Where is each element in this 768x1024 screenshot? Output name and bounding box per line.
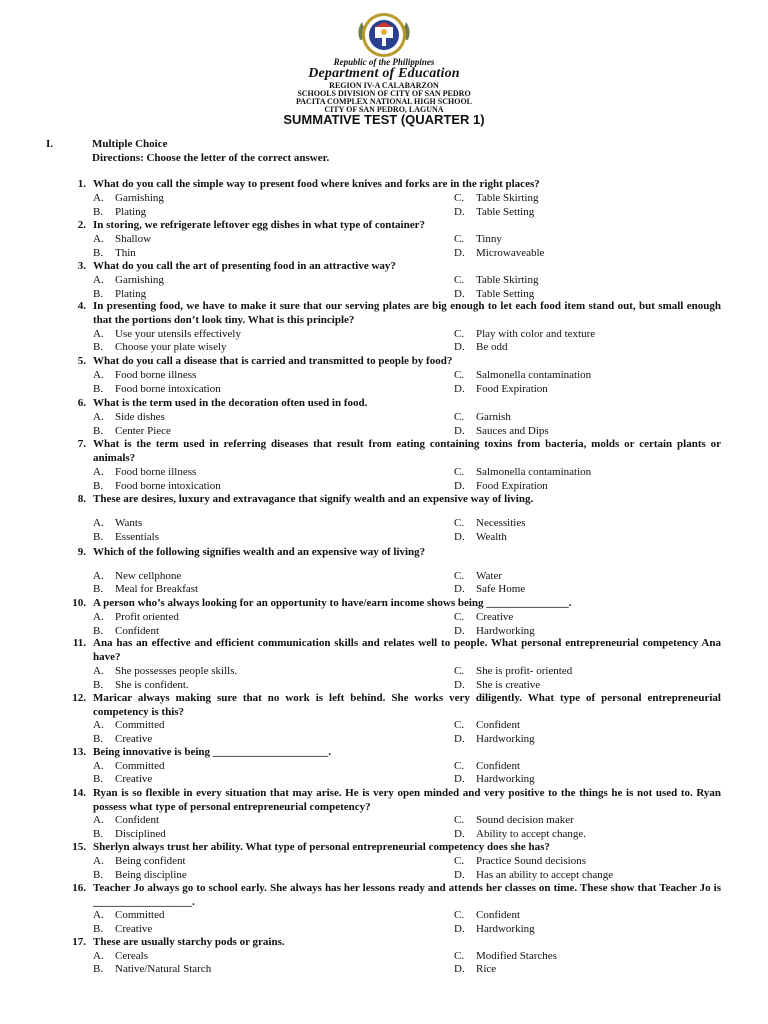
section-title: Multiple Choice [92,138,168,150]
option-letter: C. [454,909,465,921]
option-letter: B. [93,288,104,300]
answer-option [454,206,534,219]
option-text: Choose your plate wisely [115,341,227,353]
option-text: Table Skirting [476,274,539,286]
option-letter: B. [93,206,104,218]
option-letter: A. [93,570,104,582]
option-letter: D. [454,531,465,543]
option-text: New cellphone [115,570,182,582]
question-number: 12. [72,692,86,704]
option-letter: B. [93,828,104,840]
option-text: Food Expiration [476,383,548,395]
answer-option [93,328,241,341]
option-letter: C. [454,814,465,826]
option-letter: A. [93,274,104,286]
option-text: Committed [115,760,165,772]
option-letter: D. [454,583,465,595]
question-text: What do you call the simple way to present food where knives and forks are in the right places? [93,178,540,190]
question-number: 5. [77,355,86,367]
answer-option [454,923,535,936]
answer-option [454,247,544,260]
section-number: I. [46,138,54,150]
option-text: Practice Sound decisions [476,855,586,867]
option-letter: B. [93,963,104,975]
test-title: SUMMATIVE TEST (QUARTER 1) [283,112,485,127]
option-text: Hardworking [476,923,535,935]
option-text: She is profit- oriented [476,665,573,677]
option-letter: A. [93,517,104,529]
option-letter: A. [93,760,104,772]
option-letter: C. [454,570,465,582]
option-letter: C. [454,369,465,381]
option-text: Table Setting [476,288,535,300]
question-text: What do you call the art of presenting food in an attractive way? [93,260,396,272]
question-number: 3. [77,260,86,272]
answer-option [93,909,165,922]
option-letter: D. [454,341,465,353]
option-text: Tinny [476,233,502,245]
answer-option [454,517,525,530]
answer-option [454,611,513,624]
option-text: Food Expiration [476,480,548,492]
answer-option [454,383,548,396]
question-text: Sherlyn always trust her ability. What type of personal entrepreneurial competency does she has? [93,841,550,853]
option-text: Food borne illness [115,369,197,381]
option-letter: D. [454,963,465,975]
answer-option [93,233,151,246]
answer-option [93,341,227,354]
option-letter: B. [93,773,104,785]
option-text: Sauces and Dips [476,425,549,437]
option-text: Table Setting [476,206,535,218]
option-letter: B. [93,531,104,543]
option-letter: B. [93,869,104,881]
option-letter: A. [93,814,104,826]
answer-option [454,665,572,678]
question-number: 4. [77,300,86,312]
option-letter: A. [93,233,104,245]
option-text: Cereals [115,950,148,962]
option-text: Garnishing [115,274,164,286]
city-line: CITY OF SAN PEDRO, LAGUNA [324,105,444,114]
division-line: SCHOOLS DIVISION OF CITY OF SAN PEDRO [297,89,471,98]
department-name: Department of Education [308,66,460,81]
option-letter: C. [454,192,465,204]
option-text: Being confident [115,855,186,867]
option-letter: B. [93,679,104,691]
option-text: Thin [115,247,136,259]
answer-option [93,369,196,382]
option-text: Microwaveable [476,247,545,259]
question-text: Which of the following signifies wealth and an expensive way of living? [93,546,426,558]
answer-option [454,733,535,746]
option-text: Table Skirting [476,192,539,204]
option-text: Confident [476,719,520,731]
option-letter: C. [454,665,465,677]
option-text: Confident [115,814,159,826]
option-letter: D. [454,869,465,881]
option-text: Committed [115,719,165,731]
option-text: She is creative [476,679,541,691]
option-letter: A. [93,466,104,478]
question-text: Ryan is so flexible in every situation that may arise. He is very open minded and very positive to the things he is not used to. Ryan possess what type of personal entrepreneurial competency? [93,787,721,813]
question-text: What do you call a disease that is carried and transmitted to people by food? [93,355,453,367]
answer-option [454,828,586,841]
answer-option [93,383,221,396]
option-text: Modified Starches [476,950,557,962]
option-letter: B. [93,625,104,637]
question-number: 9. [77,546,86,558]
option-letter: B. [93,583,104,595]
option-text: Disciplined [115,828,166,840]
option-letter: B. [93,733,104,745]
option-letter: A. [93,665,104,677]
answer-option [93,517,142,530]
option-letter: D. [454,288,465,300]
answer-option [93,531,159,544]
answer-option [93,274,164,287]
answer-option [454,679,540,692]
deped-seal-icon [352,10,416,60]
question-number: 11. [72,637,86,649]
option-letter: D. [454,625,465,637]
republic-line: Republic of the Philippines [333,57,435,67]
question-text: Ana has an effective and efficient communication skills and relates well to people. What personal entrepreneurial competency Ana have? [93,637,721,663]
answer-option [454,466,591,479]
option-letter: A. [93,719,104,731]
option-text: Food borne intoxication [115,383,221,395]
question-text: In storing, we refrigerate leftover egg dishes in what type of container? [93,219,425,231]
option-letter: C. [454,328,465,340]
option-letter: B. [93,480,104,492]
question-number: 16. [72,882,86,894]
region-line: REGION IV-A CALABARZON [329,81,439,90]
answer-option [93,760,165,773]
answer-option [454,814,574,827]
option-letter: B. [93,923,104,935]
option-text: Play with color and texture [476,328,596,340]
option-letter: D. [454,923,465,935]
option-letter: C. [454,760,465,772]
option-text: Ability to accept change. [476,828,586,840]
question-text: These are usually starchy pods or grains. [93,936,285,948]
answer-option [454,341,507,354]
question-text: These are desires, luxury and extravagance that signify wealth and an expensive way of living. [93,493,534,505]
option-letter: A. [93,369,104,381]
question-text: What is the term used in the decoration often used in food. [93,397,368,409]
option-text: Salmonella contamination [476,369,592,381]
option-letter: A. [93,611,104,623]
option-text: Garnish [476,411,511,423]
option-text: Plating [115,288,147,300]
answer-option [454,869,613,882]
option-text: Creative [115,773,153,785]
answer-option [454,950,557,963]
answer-option [93,192,164,205]
answer-option [93,466,196,479]
option-text: Side dishes [115,411,165,423]
option-text: Water [476,570,502,582]
option-letter: D. [454,206,465,218]
answer-option [454,192,538,205]
answer-option [93,583,198,596]
option-letter: A. [93,328,104,340]
answer-option [454,570,502,583]
answer-option [93,950,148,963]
answer-option [454,855,586,868]
answer-option [454,425,549,438]
option-letter: C. [454,950,465,962]
answer-option [93,411,165,424]
question-number: 1. [77,178,86,190]
option-text: She possesses people skills. [115,665,238,677]
option-letter: A. [93,909,104,921]
option-text: Meal for Breakfast [115,583,199,595]
question-text: What is the term used in referring diseases that result from eating containing toxins from bacteria, molds or certain plants or animals? [93,438,721,464]
option-text: Profit oriented [115,611,179,623]
option-letter: A. [93,411,104,423]
answer-option [93,719,165,732]
question-number: 6. [77,397,86,409]
answer-option [93,855,186,868]
answer-option [93,206,146,219]
option-text: Wealth [476,531,507,543]
option-letter: B. [93,383,104,395]
option-text: Being discipline [115,869,187,881]
option-text: Be odd [476,341,508,353]
option-text: Hardworking [476,773,535,785]
answer-option [93,963,211,976]
option-text: Food borne illness [115,466,197,478]
answer-option [454,719,520,732]
question-text: Teacher Jo always go to school early. She always has her lessons ready and attends her classes on time. These show that Teacher Jo is __________________. [93,882,721,908]
option-letter: C. [454,855,465,867]
answer-option [93,247,136,260]
answer-option [454,233,502,246]
question-text: Maricar always making sure that no work is left behind. She works very diligently. What type of personal entrepreneurial competency is this? [93,692,721,718]
question-number: 13. [72,746,86,758]
question-text: In presenting food, we have to make it sure that our serving plates are big enough to let each food item stand out, but small enough that the portions don’t look tiny. What is this principle? [93,300,721,326]
answer-option [93,814,159,827]
option-letter: A. [93,192,104,204]
answer-option [93,773,152,786]
answer-option [93,869,187,882]
answer-option [454,328,595,341]
option-text: Confident [476,909,520,921]
option-letter: C. [454,466,465,478]
option-text: Salmonella contamination [476,466,592,478]
question-number: 14. [72,787,86,799]
option-text: Center Piece [115,425,171,437]
option-letter: C. [454,517,465,529]
answer-option [93,923,152,936]
option-text: Plating [115,206,147,218]
question-number: 10. [72,597,86,609]
option-letter: D. [454,425,465,437]
option-text: Creative [476,611,514,623]
option-text: Hardworking [476,625,535,637]
answer-option [93,679,189,692]
option-text: Rice [476,963,497,975]
answer-option [454,773,535,786]
option-text: Essentials [115,531,159,543]
option-letter: C. [454,611,465,623]
option-text: Use your utensils effectively [115,328,241,340]
option-text: Shallow [115,233,152,245]
option-text: Native/Natural Starch [115,963,212,975]
question-number: 8. [77,493,86,505]
option-letter: A. [93,855,104,867]
question-number: 2. [77,219,86,231]
option-text: Creative [115,733,153,745]
answer-option [454,480,548,493]
question-number: 17. [72,936,86,948]
section-directions: Directions: Choose the letter of the correct answer. [92,152,330,164]
answer-option [454,963,496,976]
option-text: Wants [115,517,143,529]
option-letter: D. [454,679,465,691]
option-letter: D. [454,480,465,492]
option-letter: D. [454,828,465,840]
answer-option [93,425,171,438]
answer-option [93,828,166,841]
option-letter: D. [454,773,465,785]
option-text: Safe Home [476,583,526,595]
answer-option [454,411,511,424]
option-letter: D. [454,247,465,259]
question-number: 7. [77,438,86,450]
option-letter: A. [93,950,104,962]
option-text: Hardworking [476,733,535,745]
option-letter: B. [93,341,104,353]
option-text: Confident [115,625,159,637]
option-text: Confident [476,760,520,772]
option-letter: D. [454,383,465,395]
answer-option [93,570,181,583]
option-letter: C. [454,719,465,731]
answer-option [454,531,507,544]
answer-option [454,760,520,773]
option-text: Garnishing [115,192,164,204]
option-text: Food borne intoxication [115,480,221,492]
question-number: 15. [72,841,86,853]
option-text: Has an ability to accept change [476,869,614,881]
question-text: Being innovative is being _____________________. [93,746,332,758]
answer-option [93,665,237,678]
option-letter: B. [93,247,104,259]
option-text: Creative [115,923,153,935]
question-text: A person who’s always looking for an opportunity to have/earn income shows being _______________. [93,597,572,609]
answer-option [454,909,520,922]
option-letter: C. [454,274,465,286]
option-text: Committed [115,909,165,921]
answer-option [454,274,538,287]
answer-option [454,583,525,596]
option-text: She is confident. [115,679,189,691]
option-letter: C. [454,233,465,245]
option-text: Sound decision maker [476,814,574,826]
answer-option [93,733,152,746]
option-letter: D. [454,733,465,745]
option-letter: B. [93,425,104,437]
answer-option [93,611,179,624]
option-text: Necessities [476,517,526,529]
school-line: PACITA COMPLEX NATIONAL HIGH SCHOOL [295,97,473,106]
answer-option [454,369,591,382]
answer-option [93,480,221,493]
option-letter: C. [454,411,465,423]
